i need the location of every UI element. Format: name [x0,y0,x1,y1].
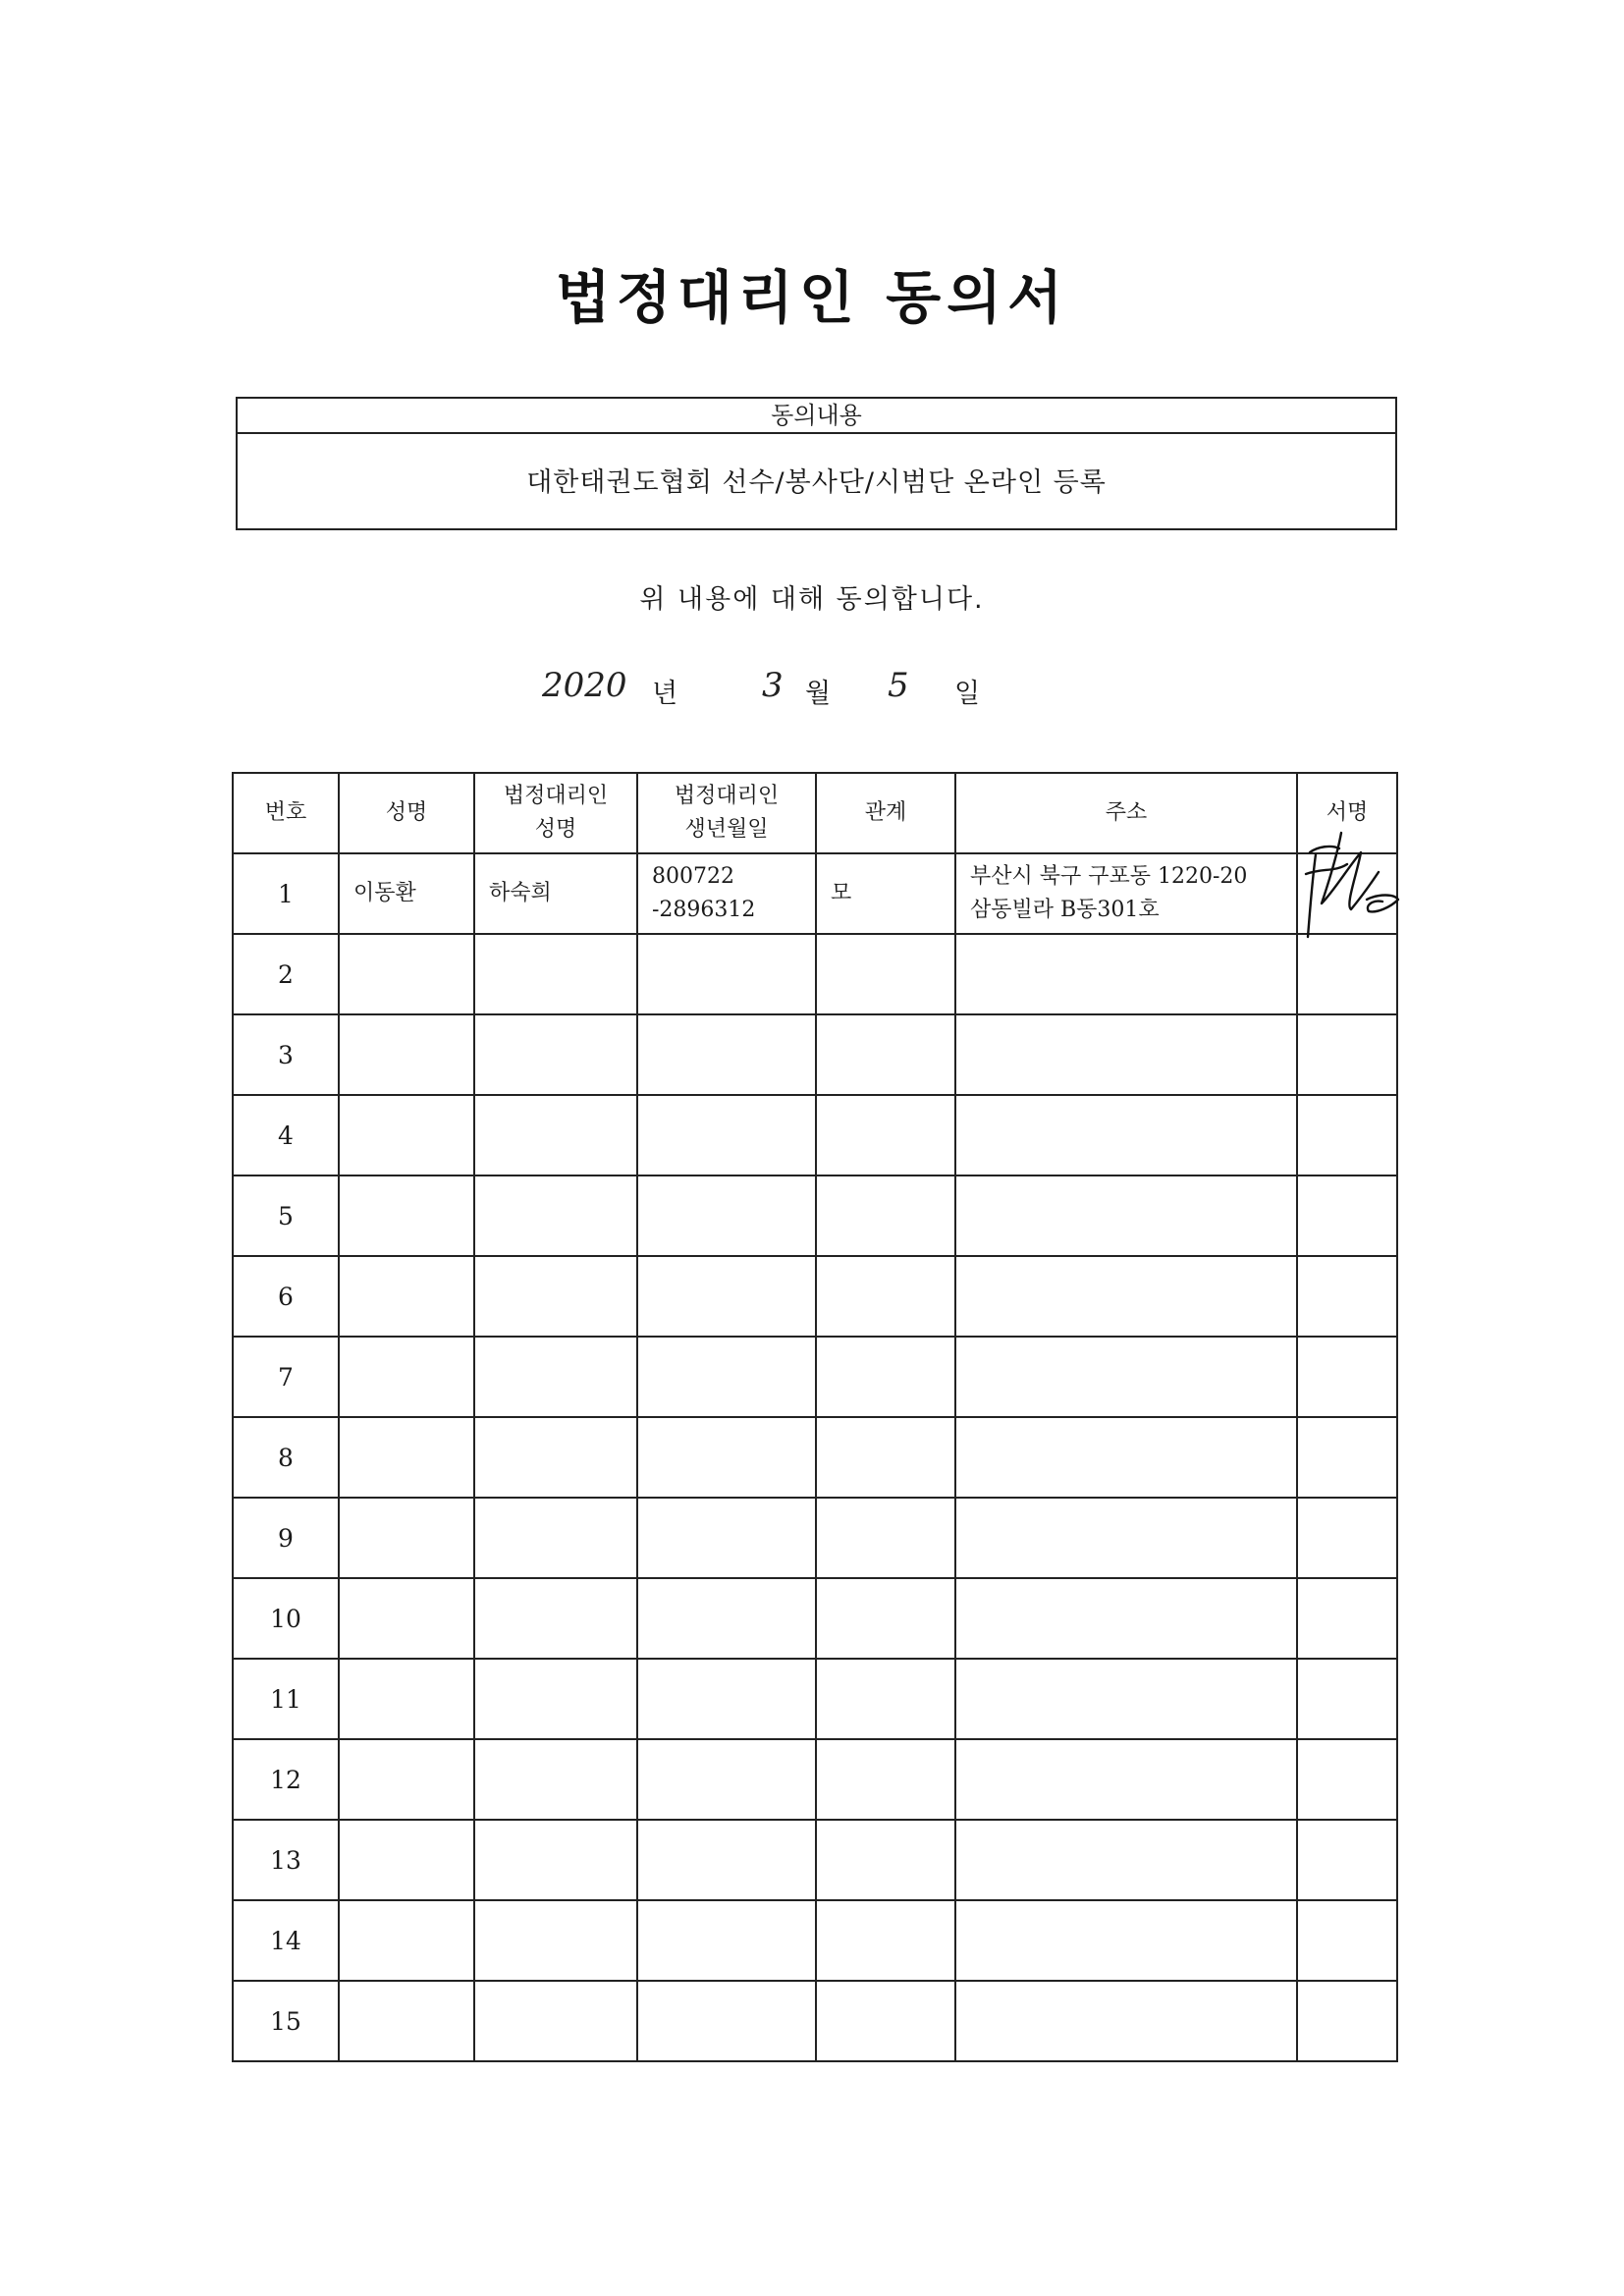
signature-cell [1297,1498,1397,1578]
relation-cell: 모 [816,853,955,934]
address-cell [955,1256,1297,1337]
guardian-name-cell [474,1900,637,1981]
name-cell [339,1095,474,1175]
guardian-birth-cell [637,1095,816,1175]
table-header-row [233,773,1397,853]
table-row [233,1175,1397,1256]
address-cell [955,934,1297,1014]
table-row [233,1900,1397,1981]
guardian-birth-cell [637,1498,816,1578]
guardian-birth-cell [637,1900,816,1981]
signature-cell [1297,1820,1397,1900]
relation-cell [816,1900,955,1981]
name-cell [339,1659,474,1739]
table-row [233,934,1397,1014]
address-cell: 부산시 북구 구포동 1220-20 삼동빌라 B동301호 [955,853,1297,934]
row-number-cell: 14 [233,1900,339,1981]
row-number-cell: 15 [233,1981,339,2061]
guardian-name-cell [474,1417,637,1498]
signature-cell [1297,853,1397,934]
consent-statement: 위 내용에 대해 동의합니다. [639,584,985,615]
relation-cell [816,1337,955,1417]
row-number-cell: 5 [233,1175,339,1256]
address-cell [955,1981,1297,2061]
name-cell [339,1981,474,2061]
relation-cell [816,1095,955,1175]
name-cell [339,1417,474,1498]
relation-cell [816,1417,955,1498]
signature-cell [1297,1739,1397,1820]
table-row [233,1659,1397,1739]
guardian-birth-cell [637,1337,816,1417]
address-cell [955,1659,1297,1739]
document-title: 법정대리인 동의서 [555,264,1069,331]
guardian-birth-cell [637,1175,816,1256]
name-cell [339,934,474,1014]
relation-cell [816,1578,955,1659]
guardian-birth-cell [637,1256,816,1337]
header-address: 주소 [955,773,1297,853]
relation-cell [816,1014,955,1095]
row-number-cell: 10 [233,1578,339,1659]
row-number-cell: 1 [233,853,339,934]
header-guardian-birth: 법정대리인 생년월일 [637,773,816,853]
agreement-box [236,397,1397,530]
relation-cell [816,1659,955,1739]
date-month-value: 3 [762,666,784,705]
guardian-name-cell [474,1337,637,1417]
relation-cell [816,1256,955,1337]
name-cell [339,1739,474,1820]
row-number-cell: 2 [233,934,339,1014]
guardian-name-cell: 하숙희 [474,853,637,934]
signature-cell [1297,1095,1397,1175]
header-number: 번호 [233,773,339,853]
name-cell [339,1175,474,1256]
row-number-cell: 11 [233,1659,339,1739]
header-name: 성명 [339,773,474,853]
signature-cell [1297,1337,1397,1417]
address-cell [955,1498,1297,1578]
signature-cell [1297,1175,1397,1256]
header-relation: 관계 [816,773,955,853]
table-row [233,1417,1397,1498]
date-year-value: 2020 [542,666,627,705]
name-cell [339,1498,474,1578]
signature-cell [1297,1417,1397,1498]
guardian-name-cell [474,1095,637,1175]
signature-cell [1297,1578,1397,1659]
row-number-cell: 3 [233,1014,339,1095]
date-day-value: 5 [888,666,909,705]
date-month-unit: 월 [805,679,832,709]
table-row [233,1981,1397,2061]
address-cell [955,1175,1297,1256]
relation-cell [816,1498,955,1578]
guardian-name-cell [474,1175,637,1256]
guardian-birth-cell [637,1659,816,1739]
row-number-cell: 8 [233,1417,339,1498]
address-cell [955,1820,1297,1900]
header-guardian-name: 법정대리인 성명 [474,773,637,853]
signature-cell [1297,1256,1397,1337]
guardian-birth-cell: 800722 -2896312 [637,853,816,934]
row-number-cell: 6 [233,1256,339,1337]
date-year-unit: 년 [652,679,678,709]
address-cell [955,1337,1297,1417]
table-row [233,1256,1397,1337]
table-row [233,1739,1397,1820]
name-cell [339,1900,474,1981]
table-body [233,853,1397,2061]
table-row [233,853,1397,934]
signature-cell [1297,1900,1397,1981]
guardian-table [232,772,1398,2062]
relation-cell [816,1739,955,1820]
guardian-name-cell [474,1014,637,1095]
guardian-birth-cell [637,1014,816,1095]
name-cell [339,1578,474,1659]
address-cell [955,1739,1297,1820]
row-number-cell: 7 [233,1337,339,1417]
guardian-name-cell [474,1739,637,1820]
table-row [233,1095,1397,1175]
address-cell [955,1900,1297,1981]
guardian-birth-cell [637,1578,816,1659]
table-row [233,1337,1397,1417]
date-line [0,666,1624,715]
guardian-birth-cell [637,1417,816,1498]
row-number-cell: 4 [233,1095,339,1175]
guardian-birth-cell [637,1820,816,1900]
signature-cell [1297,1659,1397,1739]
relation-cell [816,1820,955,1900]
guardian-name-cell [474,1498,637,1578]
guardian-birth-cell [637,934,816,1014]
relation-cell [816,934,955,1014]
guardian-name-cell [474,1578,637,1659]
name-cell [339,1337,474,1417]
relation-cell [816,1981,955,2061]
address-cell [955,1578,1297,1659]
guardian-birth-cell [637,1739,816,1820]
name-cell [339,1256,474,1337]
header-signature: 서명 [1297,773,1397,853]
table-row [233,1578,1397,1659]
signature-cell [1297,1014,1397,1095]
table-row [233,1820,1397,1900]
guardian-birth-cell [637,1981,816,2061]
guardian-name-cell [474,1820,637,1900]
table-row [233,1014,1397,1095]
row-number-cell: 9 [233,1498,339,1578]
signature-cell [1297,934,1397,1014]
guardian-name-cell [474,1659,637,1739]
agreement-content: 대한태권도협회 선수/봉사단/시범단 온라인 등록 [526,467,1107,498]
name-cell [339,1014,474,1095]
address-cell [955,1095,1297,1175]
table-row [233,1498,1397,1578]
name-cell [339,1820,474,1900]
guardian-name-cell [474,934,637,1014]
guardian-name-cell [474,1256,637,1337]
relation-cell [816,1175,955,1256]
guardian-name-cell [474,1981,637,2061]
agreement-header: 동의내용 [238,399,1395,434]
address-cell [955,1014,1297,1095]
handwritten-signature-icon [1288,815,1406,953]
row-number-cell: 13 [233,1820,339,1900]
date-day-unit: 일 [954,679,981,709]
signature-cell [1297,1981,1397,2061]
name-cell: 이동환 [339,853,474,934]
row-number-cell: 12 [233,1739,339,1820]
address-cell [955,1417,1297,1498]
